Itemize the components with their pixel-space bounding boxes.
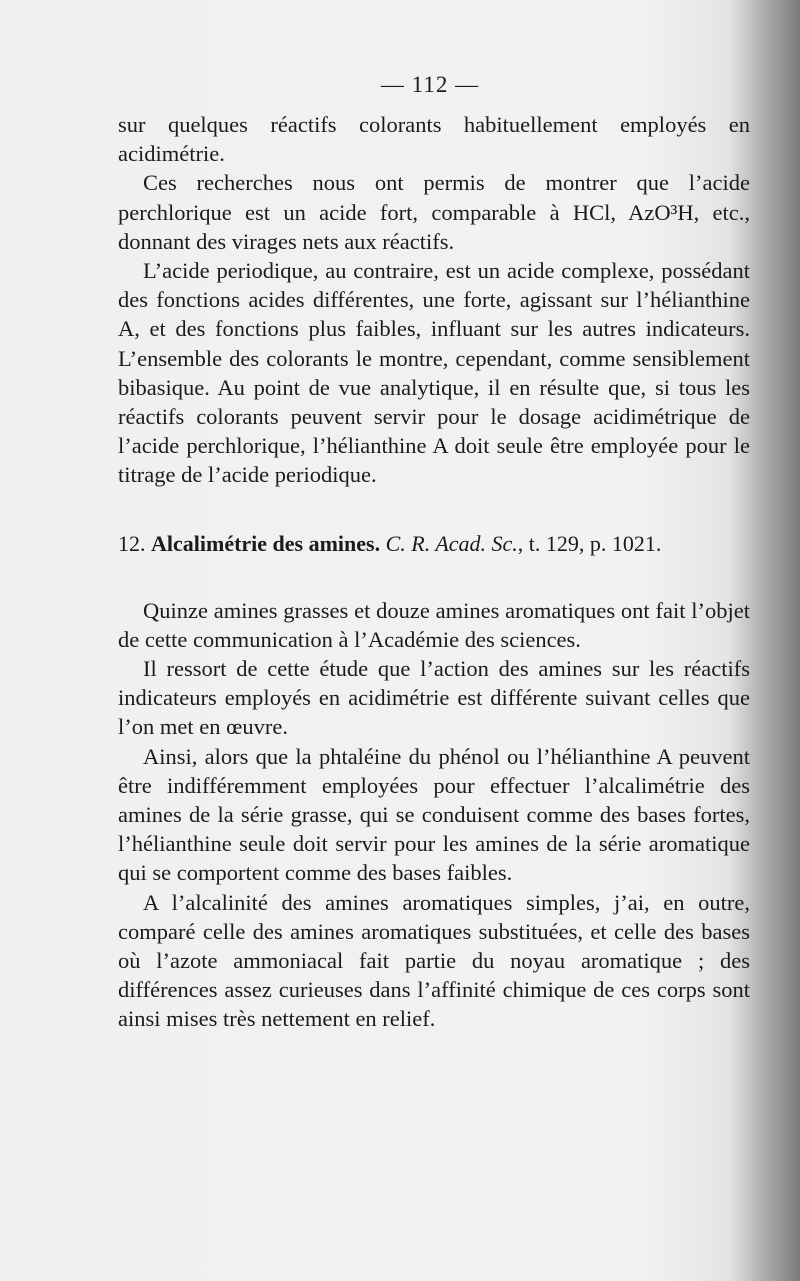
paragraph-amines-substituted: A l’alcalinité des amines aromatiques simples, j’ai, en outre, comparé celle des amines aromatiques substituées, et celle des bases où l’azote ammoniacal fait partie du noyau aromatique ; des différences assez curieuses dans l’affinité chimique de ces corps sont ainsi mises très nettement en relief. — [118, 889, 750, 1032]
page-body — [118, 110, 750, 1034]
section-number: 12. — [118, 530, 146, 556]
paragraph-amines-result: Il ressort de cette étude que l’action des amines sur les réactifs indicateurs employés en acidimétrie est différente suivant celles que l’on met en œuvre. — [118, 656, 750, 740]
section-citation: , t. 129, p. 1021. — [517, 530, 662, 556]
section-journal: C. R. Acad. Sc. — [385, 530, 518, 556]
paragraph-perchloric-findings: Ces recherches nous ont permis de montrer que l’acide perchlorique est un acide fort, comparable à HCl, AzO³H, etc., donnant des virages nets aux réactifs. — [118, 170, 750, 254]
paragraph-continuation: sur quelques réactifs colorants habituellement employés en acidimétrie. — [118, 112, 750, 167]
section-title: Alcalimétrie des amines. — [151, 530, 381, 556]
paragraph-amines-series: Ainsi, alors que la phtaléine du phénol ou l’hélianthine A peuvent être indifféremment employées pour effectuer l’alcalimétrie des amines de la série grasse, qui se conduisent comme des bases fortes, l’hélianthine seule doit servir pour les amines de la série aromatique qui se comportent comme des bases faibles. — [118, 743, 750, 886]
paragraph-periodic-acid: L’acide periodique, au contraire, est un acide complexe, possédant des fonctions acides différentes, une forte, agissant sur l’hélianthine A, et des fonctions plus faibles, influant sur les autres indicateurs. L’ensemble des colorants le montre, cependant, comme sensiblement bibasique. Au point de vue analytique, il en résulte que, si tous les réactifs colorants peuvent servir pour le dosage acidimétrique de l’acide perchlorique, l’hélianthine A doit seule être employée pour le titrage de l’acide periodique. — [118, 258, 750, 488]
paragraph-amines-intro: Quinze amines grasses et douze amines aromatiques ont fait l’objet de cette communication à l’Académie des sciences. — [118, 597, 750, 652]
page-number: — 112 — — [380, 72, 480, 97]
section-heading — [118, 530, 750, 558]
